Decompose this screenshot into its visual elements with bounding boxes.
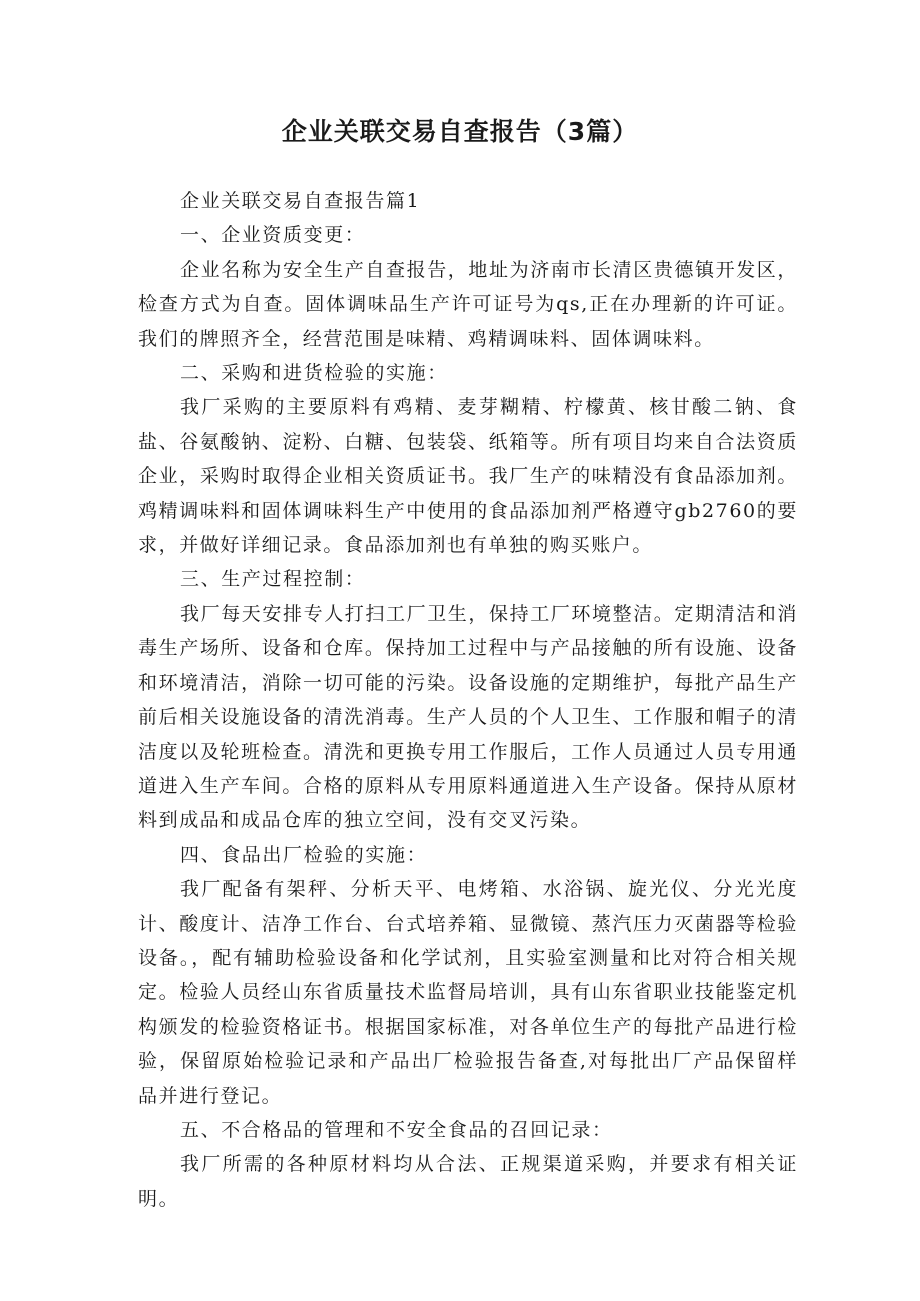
body-paragraph: 企业名称为安全生产自查报告，地址为济南市长清区贵德镇开发区，检查方式为自查。固体调味品生产许可证号为qs,正在办理新的许可证。我们的牌照齐全，经营范围是味精、鸡精调味料、固体调味料。 [138, 258, 799, 350]
section-heading: 二、采购和进货检验的实施： [180, 362, 448, 385]
section-heading: 企业关联交易自查报告篇1 [180, 190, 421, 212]
section-heading: 五、不合格品的管理和不安全食品的召回记录： [180, 1118, 613, 1141]
body-paragraph: 我厂每天安排专人打扫工厂卫生，保持工厂环境整洁。定期清洁和消毒生产场所、设备和仓库。保持加工过程中与产品接触的所有设施、设备和环境清洁，消除一切可能的污染。设备设施的定期维护，每批产品生产前后相关设施设备的清洗消毒。生产人员的个人卫生、工作服和帽子的清洁度以及轮班检查。清洗和更换专用工作服后，工作人员通过人员专用通道进入生产车间。合格的原料从专用原料通道进入生产设备。保持从原材料到成品和成品仓库的独立空间，没有交叉污染。 [138, 602, 799, 832]
section-heading: 一、企业资质变更： [180, 224, 366, 247]
document-body [138, 184, 798, 1216]
section-heading: 四、食品出厂检验的实施： [180, 843, 428, 866]
section-heading: 三、生产过程控制： [180, 568, 366, 591]
body-paragraph: 我厂采购的主要原料有鸡精、麦芽糊精、柠檬黄、核甘酸二钠、食盐、谷氨酸钠、淀粉、白糖、包装袋、纸箱等。所有项目均来自合法资质企业，采购时取得企业相关资质证书。我厂生产的味精没有食品添加剂。鸡精调味料和固体调味料生产中使用的食品添加剂严格遵守gb2760的要求，并做好详细记录。食品添加剂也有单独的购买账户。 [138, 396, 798, 557]
body-paragraph: 我厂所需的各种原材料均从合法、正规渠道采购，并要求有相关证明。 [138, 1153, 798, 1210]
body-paragraph: 我厂配备有架秤、分析天平、电烤箱、水浴锅、旋光仪、分光光度计、酸度计、洁净工作台、台式培养箱、显微镜、蒸汽压力灭菌器等检验设备。，配有辅助检验设备和化学试剂，且实验室测量和比对符合相关规定。检验人员经山东省质量技术监督局培训，具有山东省职业技能鉴定机构颁发的检验资格证书。根据国家标准，对各单位生产的每批产品进行检验，保留原始检验记录和产品出厂检验报告备查,对每批出厂产品保留样品并进行登记。 [138, 878, 798, 1107]
document-title: 企业关联交易自查报告（3篇） [281, 117, 639, 146]
